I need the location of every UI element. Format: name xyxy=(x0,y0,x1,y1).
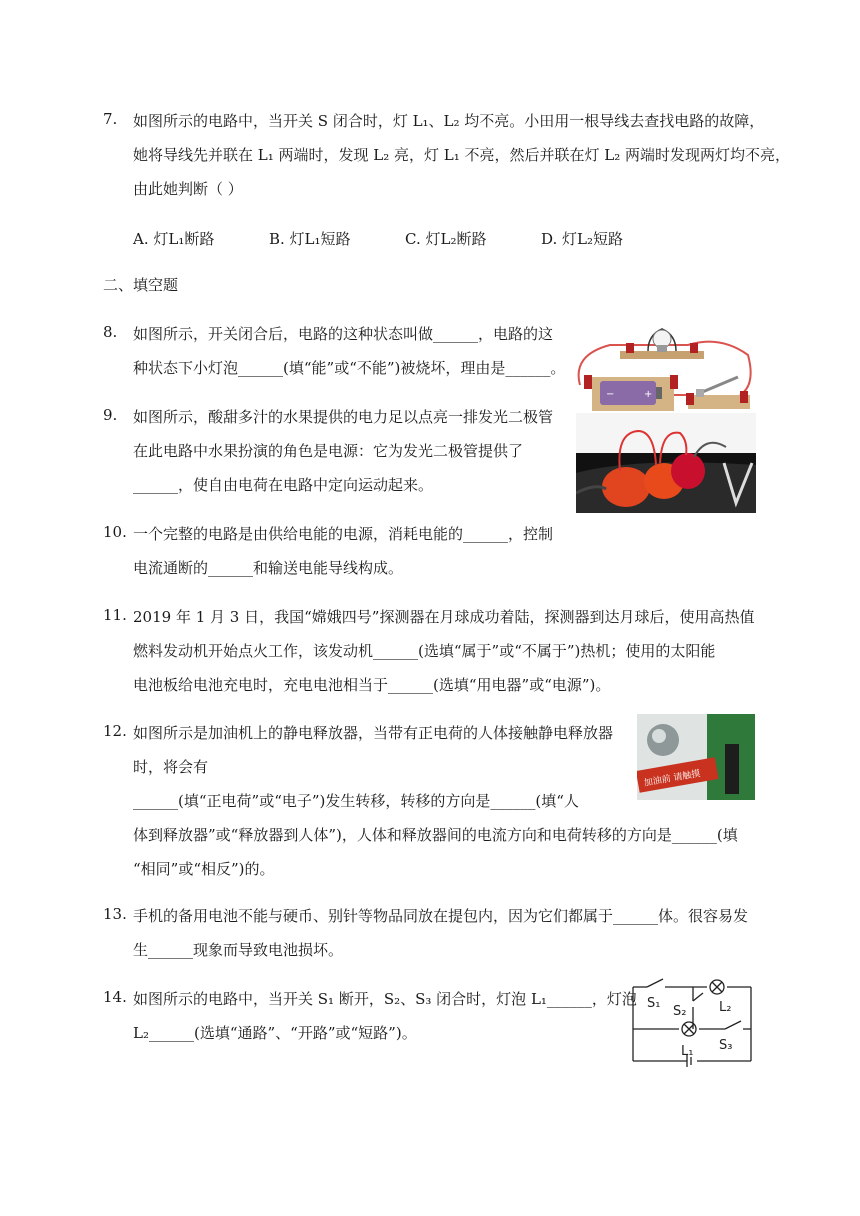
question-number: 13. xyxy=(103,905,127,923)
sign-text: 加油前 请触摸 xyxy=(643,769,702,789)
question-number: 9. xyxy=(103,406,118,424)
question-text: ______(填“正电荷”或“电子”)发生转移，转移的方向是______(填“人 xyxy=(133,792,579,810)
svg-text:−: − xyxy=(606,389,615,400)
question-text: 体到释放器”或“释放器到人体”)，人体和释放器间的电流方向和电荷转移的方向是______(填 xyxy=(133,826,738,844)
question-number: 10. xyxy=(103,523,127,541)
question-text: 在此电路中水果扮演的角色是电源：它为发光二极管提供了 xyxy=(133,442,524,460)
circuit-board-figure xyxy=(570,315,756,411)
question-text: 电池板给电池充电时，充电电池相当于______(选填“用电器”或“电源”)。 xyxy=(133,676,611,694)
question-text: 如图所示，开关闭合后，电路的这种状态叫做______，电路的这 xyxy=(133,325,554,343)
question-text: ______，使自由电荷在电路中定向运动起来。 xyxy=(133,476,434,494)
question-number: 12. xyxy=(103,722,127,740)
label-l2: L₂ xyxy=(719,1000,732,1015)
question-text: 一个完整的电路是由供给电能的电源，消耗电能的______，控制 xyxy=(133,525,554,543)
question-text: 如图所示，酸甜多汁的水果提供的电力足以点亮一排发光二极管 xyxy=(133,408,554,426)
question-number: 8. xyxy=(103,323,118,341)
question-text: 电流通断的______和输送电能导线构成。 xyxy=(133,559,404,577)
question-number: 11. xyxy=(103,606,127,624)
circuit-diagram-figure xyxy=(627,977,757,1069)
section-title: 二、填空题 xyxy=(103,276,179,294)
question-text: 燃料发动机开始点火工作，该发动机______(选填“属于”或“不属于”)热机；使用的太阳能 xyxy=(133,642,716,660)
question-text: 手机的备用电池不能与硬币、别针等物品同放在提包内，因为它们都属于______体。很容易发 xyxy=(133,907,749,925)
option-c[interactable]: C. 灯L₂断路 xyxy=(405,230,487,248)
question-text: 她将导线先并联在 L₁ 两端时，发现 L₂ 亮，灯 L₁ 不亮，然后并联在灯 L₂ 两端时发现两灯均不亮， xyxy=(133,146,791,164)
question-text: 如图所示的电路中，当开关 S 闭合时，灯 L₁、L₂ 均不亮。小田用一根导线去查找电路的故障， xyxy=(133,112,765,130)
question-number: 14. xyxy=(103,988,127,1006)
question-text: 由此她判断（ ） xyxy=(133,180,243,198)
svg-text:+: + xyxy=(644,389,653,400)
question-number: 7. xyxy=(103,110,118,128)
question-text: 如图所示是加油机上的静电释放器，当带有正电荷的人体接触静电释放器 xyxy=(133,724,614,742)
label-s1: S₁ xyxy=(647,996,661,1011)
label-s3: S₃ xyxy=(719,1038,733,1053)
option-d[interactable]: D. 灯L₂短路 xyxy=(541,230,624,248)
option-b[interactable]: B. 灯L₁短路 xyxy=(269,230,351,248)
label-l1: L₁ xyxy=(681,1044,694,1059)
label-s2: S₂ xyxy=(673,1004,687,1019)
question-text: 种状态下小灯泡______(填“能”或“不能”)被烧坏，理由是______。 xyxy=(133,359,566,377)
question-text: 2019 年 1 月 3 日，我国“嫦娥四号”探测器在月球成功着陆，探测器到达月球后，使用高热值 xyxy=(133,608,755,626)
question-text: 时，将会有 xyxy=(133,758,209,776)
question-text: “相同”或“相反”)的。 xyxy=(133,860,275,878)
fruit-battery-figure xyxy=(576,413,756,513)
question-text: 生______现象而导致电池损坏。 xyxy=(133,941,344,959)
question-text: L₂______(选填“通路”、“开路”或“短路”)。 xyxy=(133,1024,417,1042)
static-discharger-figure xyxy=(637,714,755,800)
question-text: 如图所示的电路中，当开关 S₁ 断开，S₂、S₃ 闭合时，灯泡 L₁______，灯泡 xyxy=(133,990,637,1008)
option-a[interactable]: A. 灯L₁断路 xyxy=(133,230,215,248)
